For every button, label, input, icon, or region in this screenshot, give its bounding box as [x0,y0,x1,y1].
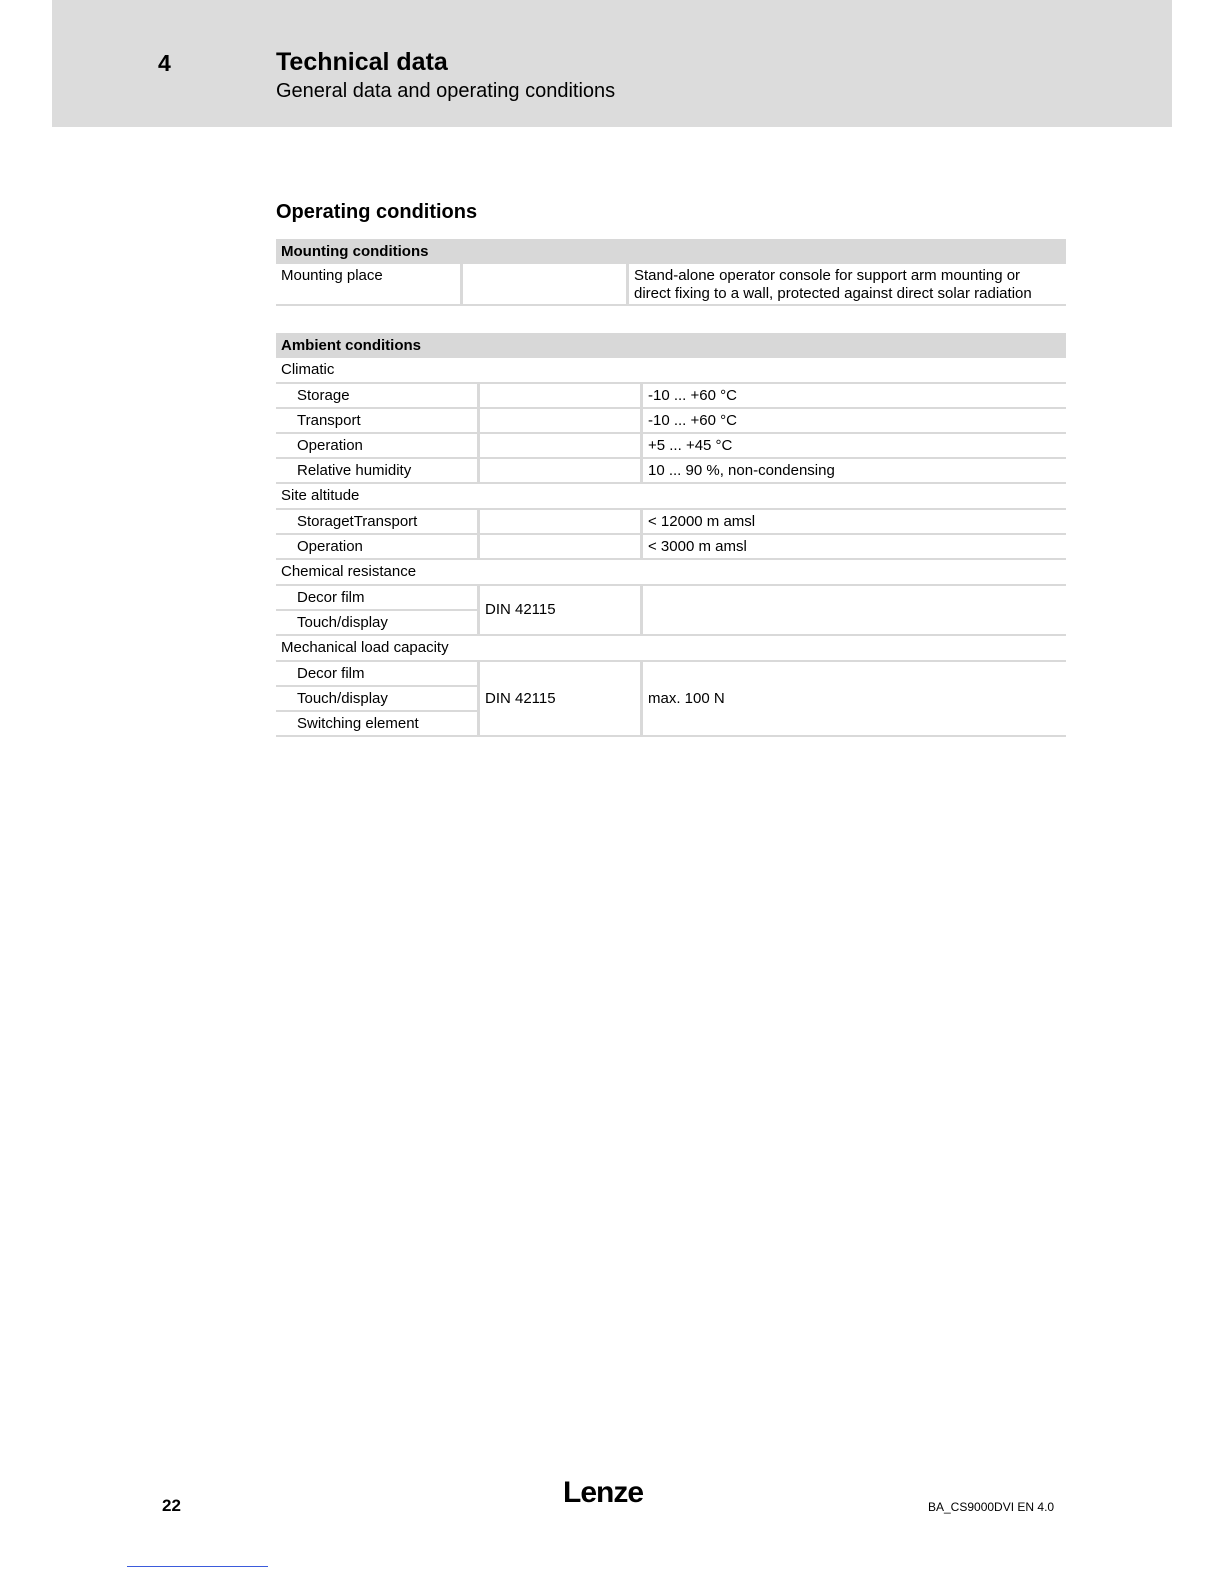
table-row [276,661,1066,686]
operation-value: +5 ... +45 °C [642,433,1067,458]
site-altitude-label: Site altitude [276,483,1066,509]
table-header-row [276,333,1066,358]
table-header-row [276,239,1066,264]
page-number: 22 [162,1496,181,1515]
table-group-row [276,559,1066,585]
mounting-place-label: Mounting place [276,264,462,305]
climatic-label: Climatic [276,358,1066,383]
table-row [276,458,1066,483]
chapter-header-band [52,0,1172,127]
operation-standard [479,433,642,458]
chapter-title: Technical data [276,48,448,76]
mounting-place-value [628,264,1067,305]
storage-transport-value: < 12000 m amsl [642,509,1067,534]
table-group-row [276,483,1066,509]
storage-transport-standard [479,509,642,534]
chemical-resistance-label: Chemical resistance [276,559,1066,585]
mech-touch-display-label: Touch/display [276,686,479,711]
mounting-conditions-table [276,239,1066,306]
table-row [276,585,1066,610]
ambient-conditions-table [276,333,1066,737]
operation-label: Operation [276,433,479,458]
table-row [276,264,1066,305]
section-title: Operating conditions [276,201,478,223]
mounting-place-standard [462,264,628,305]
document-id: BA_CS9000DVI EN 4.0 [928,1500,1055,1514]
chapter-subtitle: General data and operating conditions [276,80,616,102]
table-row [276,509,1066,534]
mech-decor-film-label: Decor film [276,661,479,686]
transport-standard [479,408,642,433]
chemical-standard: DIN 42115 [479,585,642,635]
table-group-row [276,358,1066,383]
table-row [276,433,1066,458]
mounting-place-value-line2: direct fixing to a wall, protected against direct solar radiation [634,285,1032,302]
lenze-logo: Lenze [563,1476,644,1509]
relative-humidity-value: 10 ... 90 %, non-condensing [642,458,1067,483]
altitude-operation-standard [479,534,642,559]
chemical-value [642,585,1067,635]
transport-value: -10 ... +60 °C [642,408,1067,433]
table-row [276,383,1066,408]
mech-switching-element-label: Switching element [276,711,479,736]
mounting-place-value-line1: Stand-alone operator console for support arm mounting or [634,267,1021,284]
chem-touch-display-label: Touch/display [276,610,479,635]
altitude-operation-value: < 3000 m amsl [642,534,1067,559]
chapter-number: 4 [158,50,171,76]
storage-label: Storage [276,383,479,408]
bottom-link-underline[interactable] [127,1566,268,1567]
storage-standard [479,383,642,408]
mounting-conditions-heading: Mounting conditions [276,239,1066,264]
chem-decor-film-label: Decor film [276,585,479,610]
ambient-conditions-heading: Ambient conditions [276,333,1066,358]
altitude-operation-label: Operation [276,534,479,559]
mechanical-load-label: Mechanical load capacity [276,635,1066,661]
relative-humidity-standard [479,458,642,483]
table-row [276,408,1066,433]
storage-transport-label: StoragetTransport [276,509,479,534]
mechanical-standard: DIN 42115 [479,661,642,736]
transport-label: Transport [276,408,479,433]
relative-humidity-label: Relative humidity [276,458,479,483]
storage-value: -10 ... +60 °C [642,383,1067,408]
table-group-row [276,635,1066,661]
mechanical-value: max. 100 N [642,661,1067,736]
table-row [276,534,1066,559]
